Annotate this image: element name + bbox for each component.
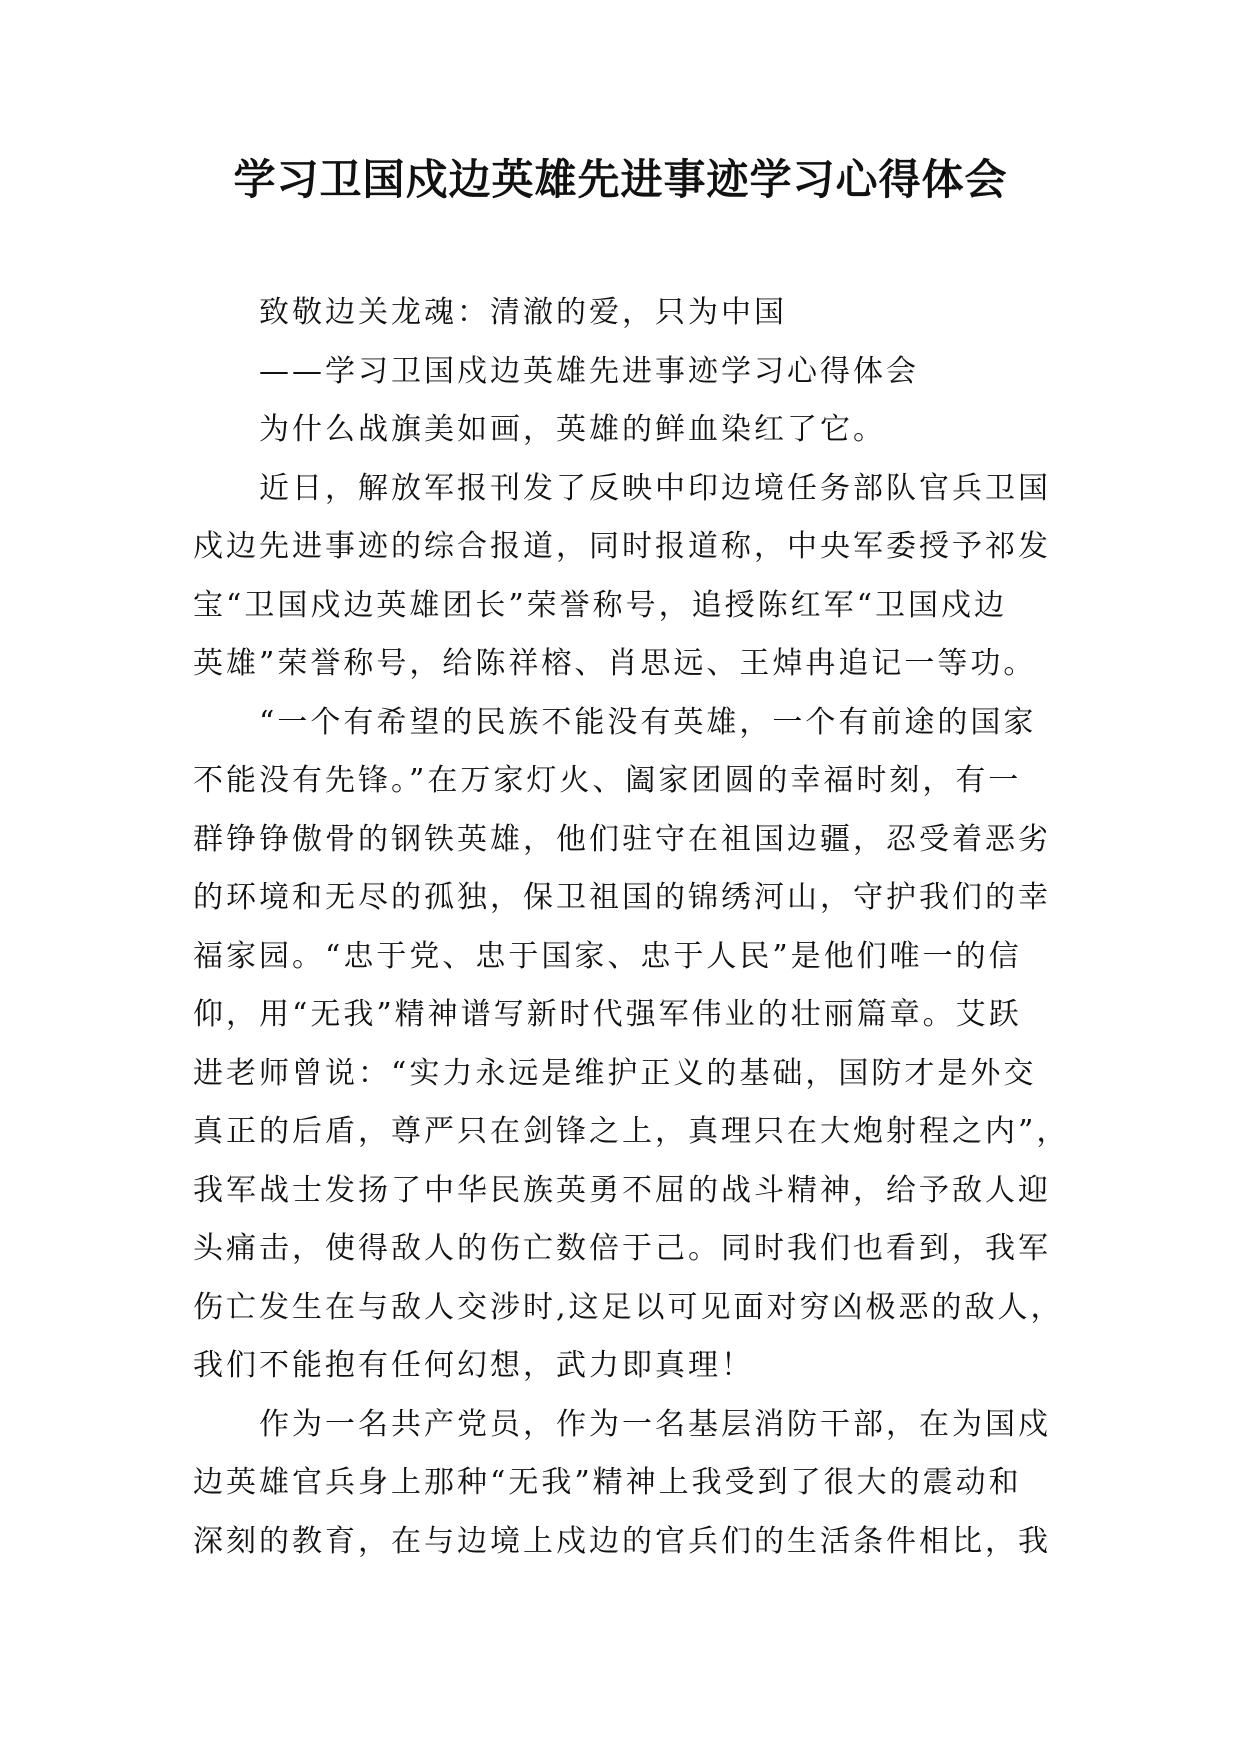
document-body: [193, 284, 1070, 1571]
text-line: 的环境和无尽的孤独，保卫祖国的锦绣河山，守护我们的幸: [193, 880, 1051, 915]
text-line: 福家园。“忠于党、忠于国家、忠于人民”是他们唯一的信: [193, 938, 1022, 974]
text-line: 边英雄官兵身上那种“无我”精神上我受到了很大的震动和: [193, 1465, 1022, 1500]
document-title: 学习卫国戍边英雄先进事迹学习心得体会: [233, 155, 1008, 204]
text-line: 我军战士发扬了中华民族英勇不屈的战斗精神，给予敌人迎: [193, 1172, 1051, 1208]
text-line: 真正的后盾，尊严只在剑锋之上，真理只在大炮射程之内”，: [193, 1114, 1070, 1149]
text-line: 宝“卫国戍边英雄团长”荣誉称号，追授陈红军“卫国戍边: [193, 587, 1008, 623]
text-line: “一个有希望的民族不能没有英雄，一个有前途的国家: [259, 704, 1037, 740]
text-line: ——学习卫国戍边英雄先进事迹学习心得体会: [259, 353, 919, 389]
text-line: 作为一名共产党员，作为一名基层消防干部，在为国戍: [259, 1406, 1051, 1442]
text-line: 深刻的教育，在与边境上戍边的官兵们的生活条件相比，我: [193, 1523, 1051, 1559]
text-line: 我们不能抱有任何幻想，武力即真理！: [193, 1348, 754, 1383]
text-line: 伤亡发生在与敌人交涉时,这足以可见面对穷凶极恶的敌人，: [193, 1289, 1064, 1325]
text-line: 致敬边关龙魂：清澈的爱，只为中国: [259, 295, 787, 330]
text-line: 头痛击，使得敌人的伤亡数倍于己。同时我们也看到，我军: [193, 1231, 1051, 1266]
text-line: 仰，用“无我”精神谱写新时代强军伟业的壮丽篇章。艾跃: [193, 997, 1022, 1032]
text-line: 不能没有先锋。”在万家灯火、阖家团圆的幸福时刻，有一: [193, 763, 1022, 798]
text-line: 英雄”荣誉称号，给陈祥榕、肖思远、王焯冉追记一等功。: [193, 646, 1037, 681]
text-line: 群铮铮傲骨的钢铁英雄，他们驻守在祖国边疆，忍受着恶劣: [193, 821, 1051, 857]
text-line: 戍边先进事迹的综合报道，同时报道称，中央军委授予祁发: [193, 529, 1051, 564]
text-line: 为什么战旗美如画，英雄的鲜血染红了它。: [259, 412, 886, 447]
text-line: 进老师曾说：“实力永远是维护正义的基础，国防才是外交: [193, 1055, 1037, 1091]
text-line: 近日，解放军报刊发了反映中印边境任务部队官兵卫国: [259, 470, 1051, 506]
